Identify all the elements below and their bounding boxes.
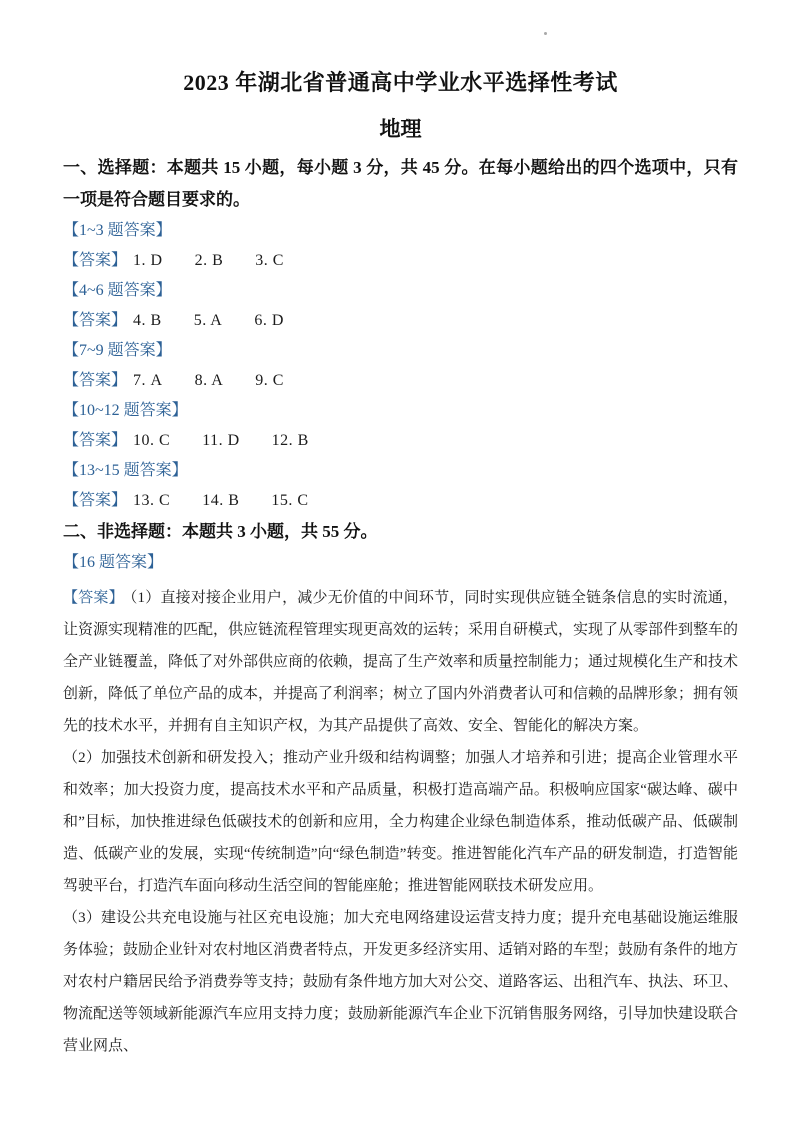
question-16-answer-header: 【16 题答案】 (63, 554, 164, 571)
stray-dot-mark (544, 32, 547, 35)
answer-item: 8. A (194, 372, 224, 389)
q16-answer-paragraph-3: （3）建设公共充电设施与社区充电设施；加大充电网络建设运营支持力度；提升充电基础设施运维服务体验；鼓励企业针对农村地区消费者特点，开发更多经济实用、适销对路的车型；鼓励有条件的地方对农村户籍居民给予消费券等支持；鼓励有条件地方加大对公交、道路客运、出租汽车、执法、环卫、物流配送等领域新能源汽车应用支持力度；鼓励新能源汽车企业下沉销售服务网络，引导加快建设联合营业网点、 (63, 910, 739, 1054)
choice-answer-groups (63, 216, 738, 516)
exam-title: 2023 年湖北省普通高中学业水平选择性考试 (183, 70, 618, 95)
answer-prefix-label: 【答案】 (63, 492, 128, 509)
answer-prefix-label: 【答案】 (63, 432, 128, 449)
answer-item: 4. B (133, 312, 162, 329)
q16-answer-paragraph-1: 【答案】 （1）直接对接企业用户，减少无价值的中间环节，同时实现供应链全链条信息的实时流通，让资源实现精准的匹配，供应链流程管理实现更高效的运转；采用自研模式，实现了从零部件到整车的全产业链覆盖，降低了对外部供应商的依赖，提高了生产效率和质量控制能力；通过规模化生产和技术创新，降低了单位产品的成本，并提高了利润率；树立了国内外消费者认可和信赖的品牌形象；拥有领先的技术水平，并拥有自主知识产权，为其产品提供了高效、安全、智能化的解决方案。 (63, 590, 739, 734)
answer-group-row-2 (63, 306, 738, 336)
section-free-response-heading: 二、非选择题：本题共 3 小题，共 55 分。 (63, 522, 378, 541)
answer-item: 6. D (254, 312, 284, 329)
answer-group-header-1: 【1~3 题答案】 (63, 222, 172, 239)
answer-item: 2. B (194, 252, 224, 269)
answer-item: 7. A (133, 372, 163, 389)
answer-item: 5. A (193, 312, 223, 329)
answer-item: 15. C (271, 492, 309, 509)
answer-group-row-3 (63, 366, 738, 396)
answer-item: 3. C (255, 252, 284, 269)
question-16-answer-paragraphs (63, 582, 738, 1062)
answer-group-row-1 (63, 246, 738, 276)
answer-item: 11. D (202, 432, 240, 449)
answer-prefix-label: 【答案】 (63, 252, 128, 269)
answer-group-header-3: 【7~9 题答案】 (63, 342, 172, 359)
answer-item: 13. C (133, 492, 171, 509)
answer-prefix-label: 【答案】 (63, 372, 128, 389)
answer-item: 1. D (133, 252, 163, 269)
answer-group-row-5 (63, 486, 738, 516)
exam-subject: 地理 (379, 117, 422, 141)
answer-prefix-label: 【答案】 (63, 590, 124, 606)
q16-answer-paragraph-2: （2）加强技术创新和研发投入；推动产业升级和结构调整；加强人才培养和引进；提高企业管理水平和效率；加大投资力度，提高技术水平和产品质量，积极打造高端产品。积极响应国家“碳达峰、碳中和”目标，加快推进绿色低碳技术的创新和应用，全力构建企业绿色制造体系，推动低碳产品、低碳制造、低碳产业的发展，实现“传统制造”向“绿色制造”转变。推进智能化汽车产品的研发制造，打造智能驾驶平台，打造汽车面向移动生活空间的智能座舱；推进智能网联技术研发应用。 (63, 750, 738, 894)
answer-group-header-5: 【13~15 题答案】 (63, 462, 188, 479)
answer-item: 10. C (133, 432, 171, 449)
answer-group-header-4: 【10~12 题答案】 (63, 402, 188, 419)
answer-group-row-4 (63, 426, 738, 456)
answer-item: 12. B (271, 432, 309, 449)
section-choice-heading: 一、选择题：本题共 15 小题，每小题 3 分，共 45 分。在每小题给出的四个选项中，只有一项是符合题目要求的。 (63, 158, 738, 209)
answer-item: 9. C (255, 372, 284, 389)
answer-item: 14. B (202, 492, 240, 509)
answer-prefix-label: 【答案】 (63, 312, 128, 329)
answer-group-header-2: 【4~6 题答案】 (63, 282, 172, 299)
